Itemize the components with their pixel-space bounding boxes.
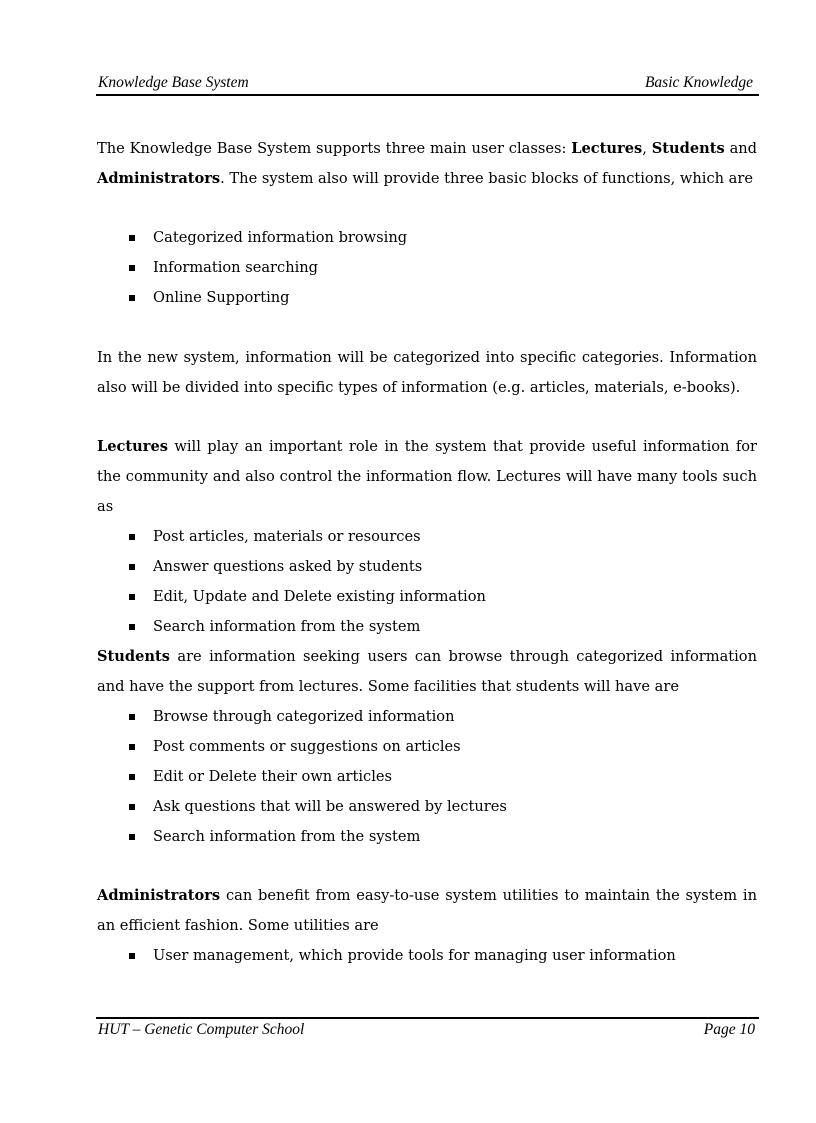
list-item: Post comments or suggestions on articles [97,732,757,762]
students-paragraph [97,642,757,702]
list-item: Categorized information browsing [97,223,757,253]
list-item: Edit, Update and Delete existing information [97,582,757,612]
administrators-paragraph [97,881,757,941]
page-number: Page 10 [703,1021,755,1038]
students-text: are information seeking users can browse through categorized information and have the support from lectures. Some facilities that students will have are [97,648,757,695]
term-lectures: Lectures [571,140,643,157]
list-item: Answer questions asked by students [97,552,757,582]
page-footer [96,1017,759,1043]
lectures-text: will play an important role in the system that provide useful information for the community and also control the information flow. Lectures will have many tools such as [97,438,757,515]
list-item: User management, which provide tools for managing user information [97,941,757,971]
lectures-list [97,522,757,642]
administrators-section [97,881,757,971]
administrators-text: can benefit from easy-to-use system utilities to maintain the system in an efficient fashion. Some utilities are [97,887,757,934]
term-administrators: Administrators [97,170,221,187]
term-students: Students [651,140,725,157]
administrators-heading: Administrators [97,887,221,904]
students-section [97,642,757,852]
lectures-paragraph [97,432,757,522]
header-title: Knowledge Base System [98,74,249,91]
intro-paragraph [97,134,757,194]
list-item: Browse through categorized information [97,702,757,732]
list-item: Search information from the system [97,612,757,642]
list-item: Search information from the system [97,822,757,852]
footer-school: HUT – Genetic Computer School [98,1021,305,1038]
header-section: Basic Knowledge [644,74,753,91]
lectures-section [97,432,757,642]
lectures-heading: Lectures [97,438,168,455]
students-list [97,702,757,852]
list-item: Post articles, materials or resources [97,522,757,552]
intro-sep: , [642,140,652,157]
page-header [96,74,759,96]
list-item: Online Supporting [97,283,757,313]
intro-text: The Knowledge Base System supports three main user classes: [97,140,572,157]
intro-section [97,134,757,194]
list-item: Edit or Delete their own articles [97,762,757,792]
administrators-list [97,941,757,971]
list-item: Ask questions that will be answered by lectures [97,792,757,822]
intro-text: . The system also will provide three basic blocks of functions, which are [220,170,753,187]
intro-sep: and [724,140,758,157]
functions-list [97,223,757,313]
list-item: Information searching [97,253,757,283]
students-heading: Students [97,648,170,665]
categories-section [97,343,757,403]
categories-paragraph: In the new system, information will be categorized into specific categories. Information also will be divided into specific types of information (e.g. articles, materials, e-books). [97,349,757,396]
